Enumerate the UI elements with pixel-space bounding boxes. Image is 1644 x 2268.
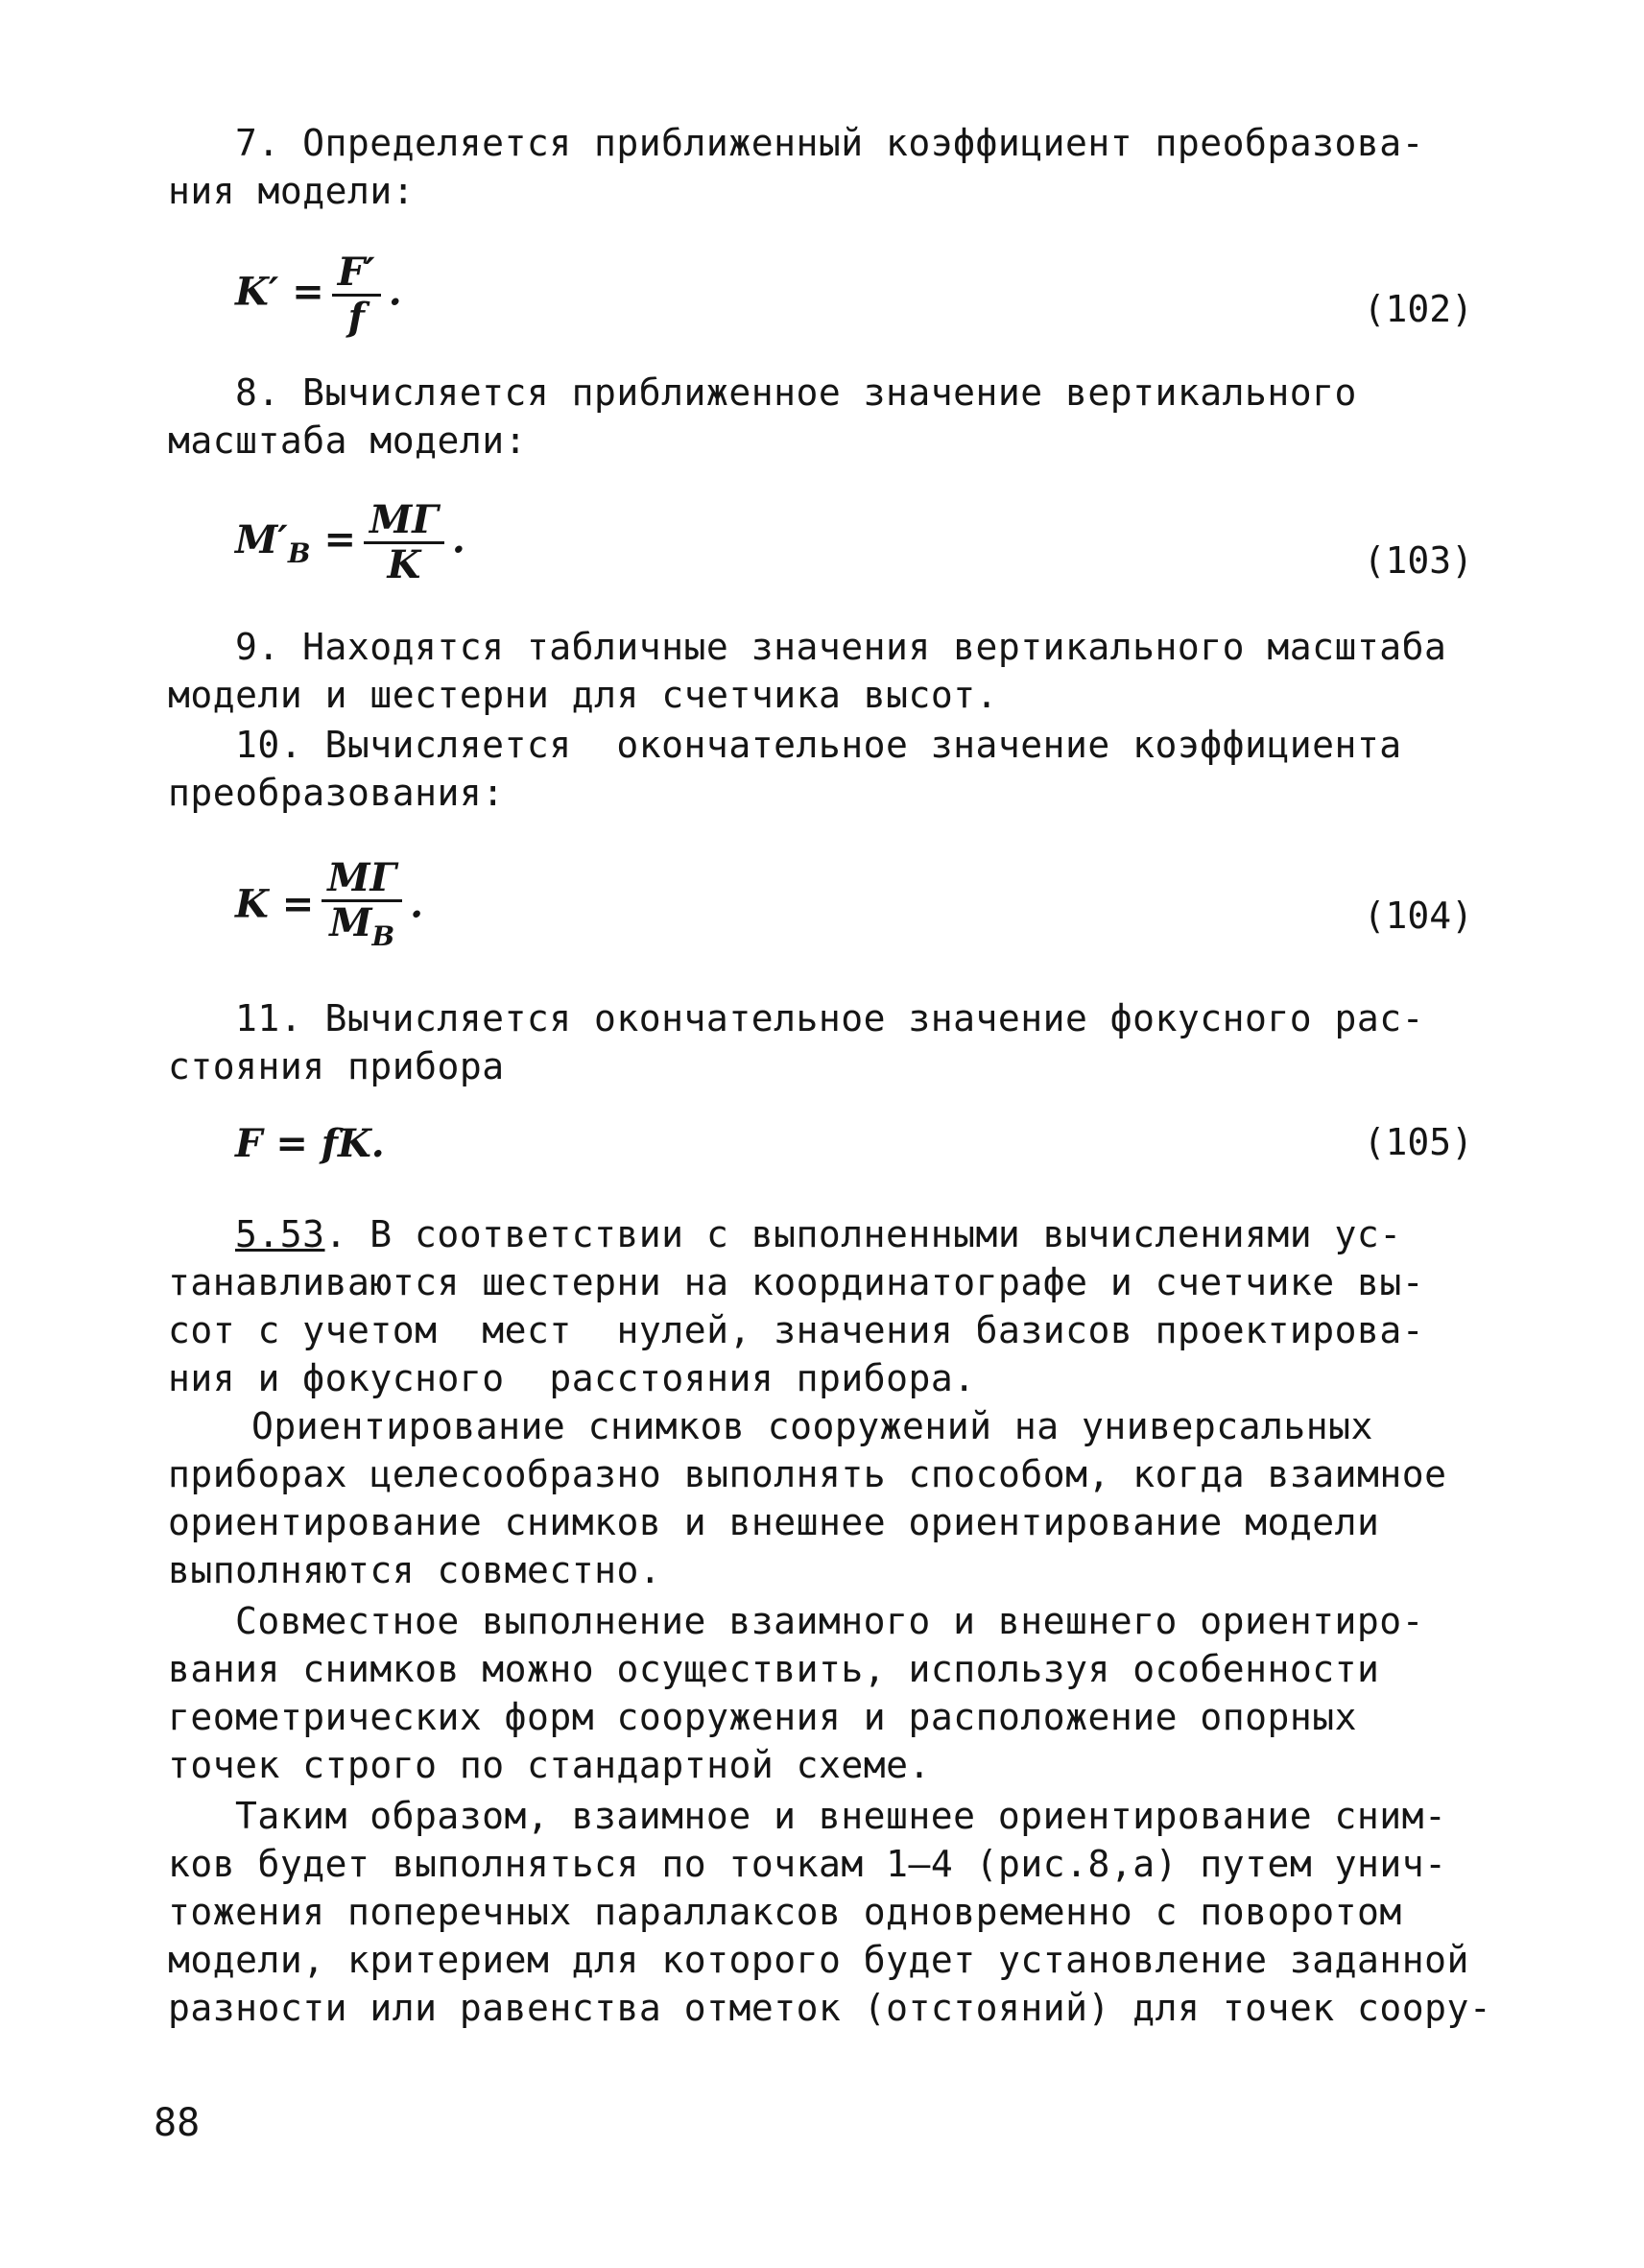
item10-line1: 10. Вычисляется окончательное значение коэффициента — [235, 724, 1402, 766]
para553-line3: сот с учетом мест нулей, значения базисов проектирова- — [168, 1309, 1425, 1351]
para-joint-line3: геометрических форм сооружения и расположение опорных — [168, 1696, 1358, 1738]
eq102-number: (102) — [1363, 288, 1473, 330]
para-joint-line2: вания снимков можно осуществить, используя особенности — [168, 1648, 1380, 1690]
equation-102 — [235, 251, 402, 339]
para-thus-line4: модели, критерием для которого будет установление заданной — [168, 1939, 1469, 1981]
eq104-numerator: MГ — [322, 857, 402, 902]
para-joint-line1: Совместное выполнение взаимного и внешнего ориентиро- — [235, 1600, 1425, 1642]
para553-line2: танавливаются шестерни на координатографе и счетчике вы- — [168, 1261, 1425, 1303]
eq102-lhs: K′ = — [235, 269, 324, 315]
para553-line1-text: . В соответствии с выполненными вычислениями ус- — [324, 1213, 1402, 1255]
item7-line1: 7. Определяется приближенный коэффициент преобразова- — [235, 122, 1425, 164]
para553-number: 5.53 — [235, 1213, 325, 1255]
para553-line1 — [235, 1211, 1402, 1257]
eq104-fraction — [322, 857, 402, 958]
item8-line2: масштаба модели: — [168, 419, 528, 462]
eq103-denominator: K — [387, 542, 421, 587]
eq104-den-sub: B — [371, 920, 395, 952]
eq103-fraction — [364, 499, 444, 586]
eq102-denominator: f — [347, 295, 365, 340]
eq105-number: (105) — [1363, 1121, 1473, 1163]
eq103-equals: = — [323, 516, 356, 562]
item11-line2: стояния прибора — [168, 1045, 505, 1087]
eq102-tail: . — [388, 269, 402, 315]
eq103-tail: . — [451, 516, 465, 562]
para-joint-line4: точек строго по стандартной схеме. — [168, 1744, 931, 1786]
para-thus-line3: тожения поперечных параллаксов одновременно с поворотом — [168, 1891, 1402, 1933]
para553-line4: ния и фокусного расстояния прибора. — [168, 1357, 976, 1399]
eq103-lhs-sub: B — [287, 537, 311, 569]
item8-line1: 8. Вычисляется приближенное значение вертикального — [235, 371, 1357, 414]
para-thus-line5: разности или равенства отметок (отстояний) для точек соору- — [168, 1987, 1492, 2029]
eq104-number: (104) — [1363, 895, 1473, 937]
eq104-den-base: M — [329, 900, 372, 945]
item10-line2: преобразования: — [168, 772, 505, 814]
para-orient-line4: выполняются совместно. — [168, 1549, 662, 1591]
eq104-lhs: K = — [235, 881, 315, 927]
para-orient-line3: ориентирование снимков и внешнее ориентирование модели — [168, 1501, 1380, 1543]
eq103-lhs-base: M′ — [235, 516, 288, 562]
eq104-denominator — [322, 902, 402, 958]
eq102-numerator: F′ — [332, 251, 381, 297]
item11-line1: 11. Вычисляется окончательное значение фокусного рас- — [235, 997, 1425, 1039]
eq102-fraction — [332, 251, 381, 339]
equation-105: F = fK. — [235, 1121, 385, 1166]
eq103-number: (103) — [1363, 539, 1473, 582]
para-thus-line2: ков будет выполняться по точкам 1–4 (рис.8,а) путем унич- — [168, 1843, 1447, 1885]
eq103-numerator: MГ — [364, 499, 444, 544]
item9-line2: модели и шестерни для счетчика высот. — [168, 674, 998, 716]
equation-104 — [235, 857, 423, 958]
para-orient-line1: Ориентирование снимков сооружений на универсальных — [251, 1405, 1373, 1447]
equation-103 — [235, 499, 465, 586]
para-thus-line1: Таким образом, взаимное и внешнее ориентирование сним- — [235, 1795, 1447, 1837]
page-number: 88 — [154, 2101, 201, 2145]
item9-line1: 9. Находятся табличные значения вертикального масштаба — [235, 626, 1447, 668]
item7-line2: ния модели: — [168, 170, 416, 212]
eq104-tail: . — [410, 881, 424, 927]
para-orient-line2: приборах целесообразно выполнять способом, когда взаимное — [168, 1453, 1447, 1495]
eq103-lhs — [235, 516, 311, 569]
